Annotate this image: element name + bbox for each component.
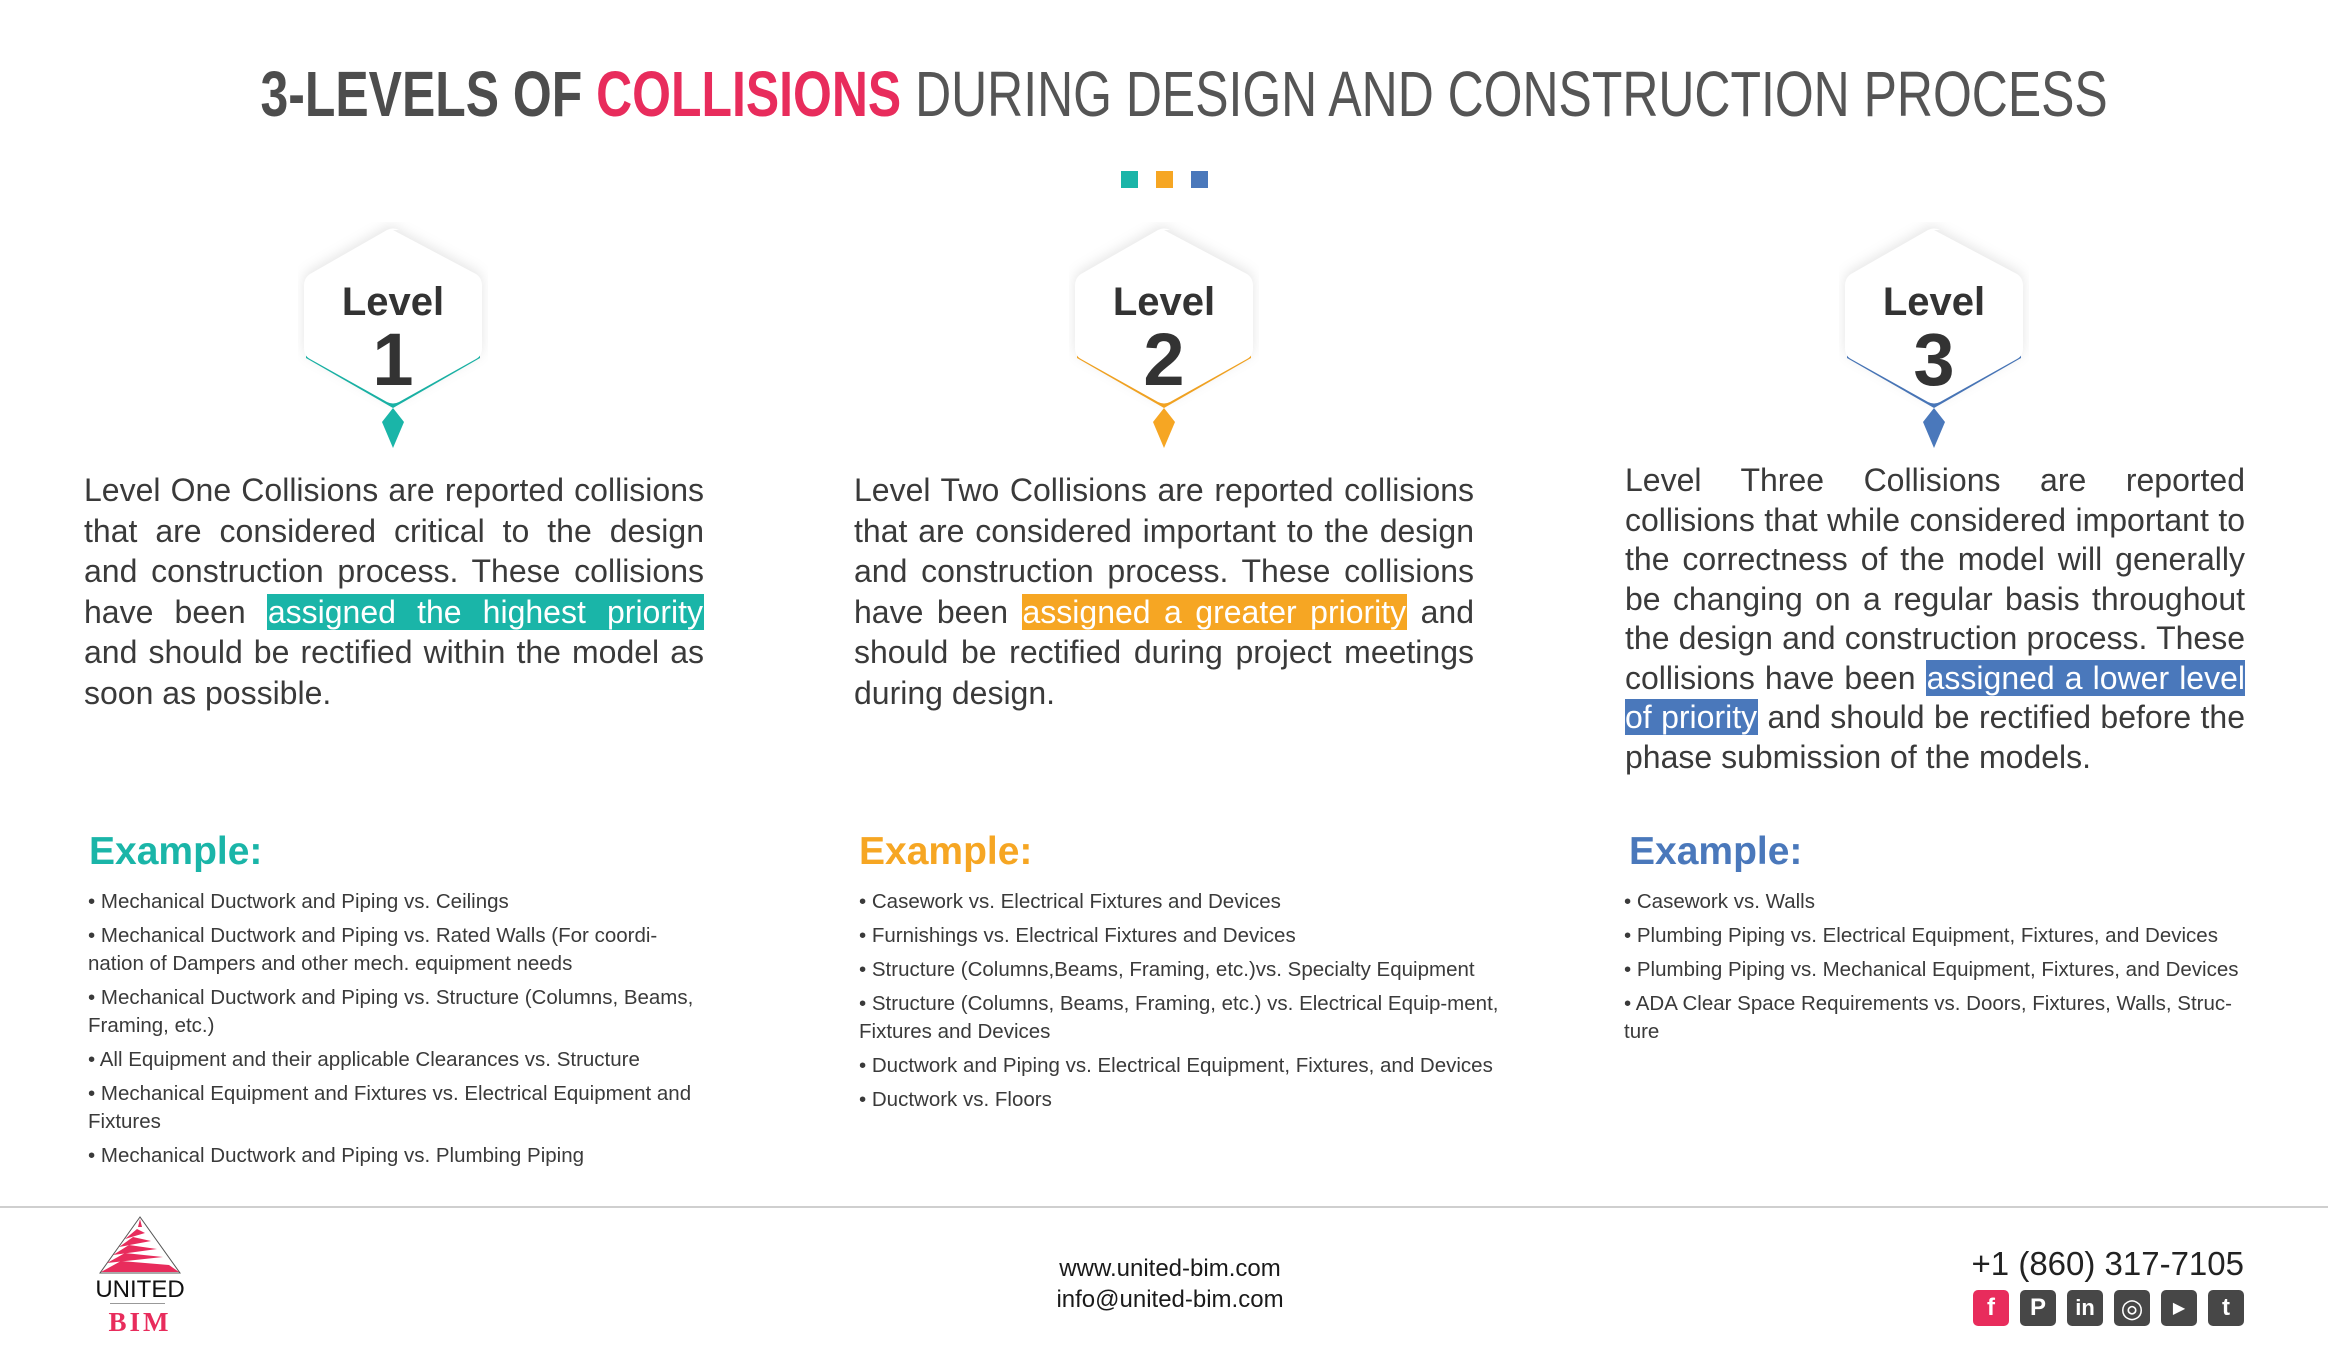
dot-blue: [1191, 171, 1208, 188]
badge-level-label: Level: [341, 280, 445, 324]
list-item: • Ductwork and Piping vs. Electrical Equipment, Fixtures, and Devices: [859, 1052, 1499, 1080]
logo-text-bim: BIM: [108, 1307, 172, 1337]
desc-text: and should be rectified within the model as soon as possible.: [84, 634, 704, 711]
website-link[interactable]: www.united-bim.com: [1059, 1255, 1281, 1282]
badge-level-number: 2: [1143, 318, 1185, 401]
list-item: • Structure (Columns, Beams, Framing, etc.) vs. Electrical Equip-ment, Fixtures and Devices: [859, 990, 1499, 1046]
pyramid-logo-icon: [85, 1215, 195, 1275]
level-3-example-heading: Example:: [1629, 830, 1803, 873]
badge-level-number: 3: [1913, 318, 1955, 401]
list-item: • Mechanical Ductwork and Piping vs. Ceilings: [88, 888, 708, 916]
youtube-glyph: ▶: [2172, 1300, 2186, 1317]
logo-text-united: UNITED: [95, 1276, 185, 1303]
list-item: • All Equipment and their applicable Clearances vs. Structure: [88, 1046, 708, 1074]
title-accent: COLLISIONS: [596, 58, 902, 130]
level-3-example-list: [1624, 888, 2264, 1052]
list-item: • Mechanical Ductwork and Piping vs. Structure (Columns, Beams, Framing, etc.): [88, 984, 708, 1040]
level-2-example-heading: Example:: [859, 830, 1033, 873]
pinterest-glyph: P: [2029, 1294, 2046, 1321]
dot-teal: [1121, 171, 1138, 188]
email-link[interactable]: info@united-bim.com: [1056, 1286, 1284, 1313]
desc-text: Level Two Collisions are reported collisions that are considered important to the design and construction process. These collisions have been: [854, 472, 1474, 630]
list-item: • Furnishings vs. Electrical Fixtures and Devices: [859, 922, 1499, 950]
twitter-glyph: t: [2222, 1294, 2230, 1321]
united-bim-logo[interactable]: [85, 1215, 195, 1335]
badge-level-label: Level: [1112, 280, 1216, 324]
list-item: • Mechanical Ductwork and Piping vs. Plumbing Piping: [88, 1142, 708, 1170]
badge-level-label: Level: [1882, 280, 1986, 324]
level-1-description: [84, 470, 704, 713]
level-1-badge: [298, 222, 488, 452]
level-2-description: [854, 470, 1474, 713]
list-item: • Mechanical Equipment and Fixtures vs. Electrical Equipment and Fixtures: [88, 1080, 708, 1136]
linkedin-glyph: in: [2075, 1295, 2095, 1320]
list-item: • Ductwork vs. Floors: [859, 1086, 1499, 1114]
pinterest-icon[interactable]: [2020, 1290, 2056, 1326]
list-item: • ADA Clear Space Requirements vs. Doors, Fixtures, Walls, Struc-ture: [1624, 990, 2264, 1046]
desc-text: and should be rectified during project meetings during design.: [854, 593, 1475, 711]
twitter-icon[interactable]: [2208, 1290, 2244, 1326]
facebook-glyph: f: [1987, 1294, 1995, 1321]
logo-divider: [110, 1303, 165, 1304]
decorative-dots: [1121, 171, 1208, 188]
desc-text: Level One Collisions are reported collisions that are considered critical to the design and construction process. These collisions have been: [84, 472, 704, 630]
level-3-badge: [1839, 222, 2029, 452]
list-item: • Casework vs. Walls: [1624, 888, 2264, 916]
title-part1: 3-LEVELS OF: [260, 58, 597, 130]
desc-highlight: assigned the highest priority: [267, 593, 704, 630]
list-item: • Structure (Columns,Beams, Framing, etc.)vs. Specialty Equipment: [859, 956, 1499, 984]
badge-level-number: 1: [372, 318, 414, 401]
instagram-glyph: ◎: [2120, 1292, 2144, 1323]
social-links: [1973, 1290, 2244, 1326]
footer-divider: [0, 1206, 2328, 1208]
level-1-example-heading: Example:: [89, 830, 263, 873]
facebook-icon[interactable]: [1973, 1290, 2009, 1326]
level-1-example-list: [88, 888, 708, 1176]
level-2-badge: [1069, 222, 1259, 452]
instagram-icon[interactable]: [2114, 1290, 2150, 1326]
phone-number[interactable]: +1 (860) 317-7105: [1971, 1245, 2244, 1282]
dot-orange: [1156, 171, 1173, 188]
desc-highlight: assigned a lower level of priority: [1625, 659, 2246, 735]
contact-info: [1000, 1253, 1340, 1315]
desc-text: Level Three Collisions are reported collisions that while considered important to the correctness of the model will generally be changing on a regular basis throughout the design and construction process. These collisions have been: [1625, 462, 2245, 696]
level-3-description: [1625, 461, 2245, 777]
list-item: • Casework vs. Electrical Fixtures and Devices: [859, 888, 1499, 916]
linkedin-icon[interactable]: [2067, 1290, 2103, 1326]
title-part2: DURING DESIGN AND CONSTRUCTION PROCESS: [901, 58, 2108, 130]
level-2-example-list: [859, 888, 1499, 1120]
list-item: • Plumbing Piping vs. Electrical Equipment, Fixtures, and Devices: [1624, 922, 2264, 950]
youtube-icon[interactable]: [2161, 1290, 2197, 1326]
desc-text: and should be rectified before the phase submission of the models.: [1625, 699, 2246, 775]
list-item: • Mechanical Ductwork and Piping vs. Rated Walls (For coordi-nation of Dampers and other mech. equipment needs: [88, 922, 708, 978]
list-item: • Plumbing Piping vs. Mechanical Equipment, Fixtures, and Devices: [1624, 956, 2264, 984]
desc-highlight: assigned a greater priority: [1022, 593, 1407, 630]
page-title: [0, 58, 2328, 130]
